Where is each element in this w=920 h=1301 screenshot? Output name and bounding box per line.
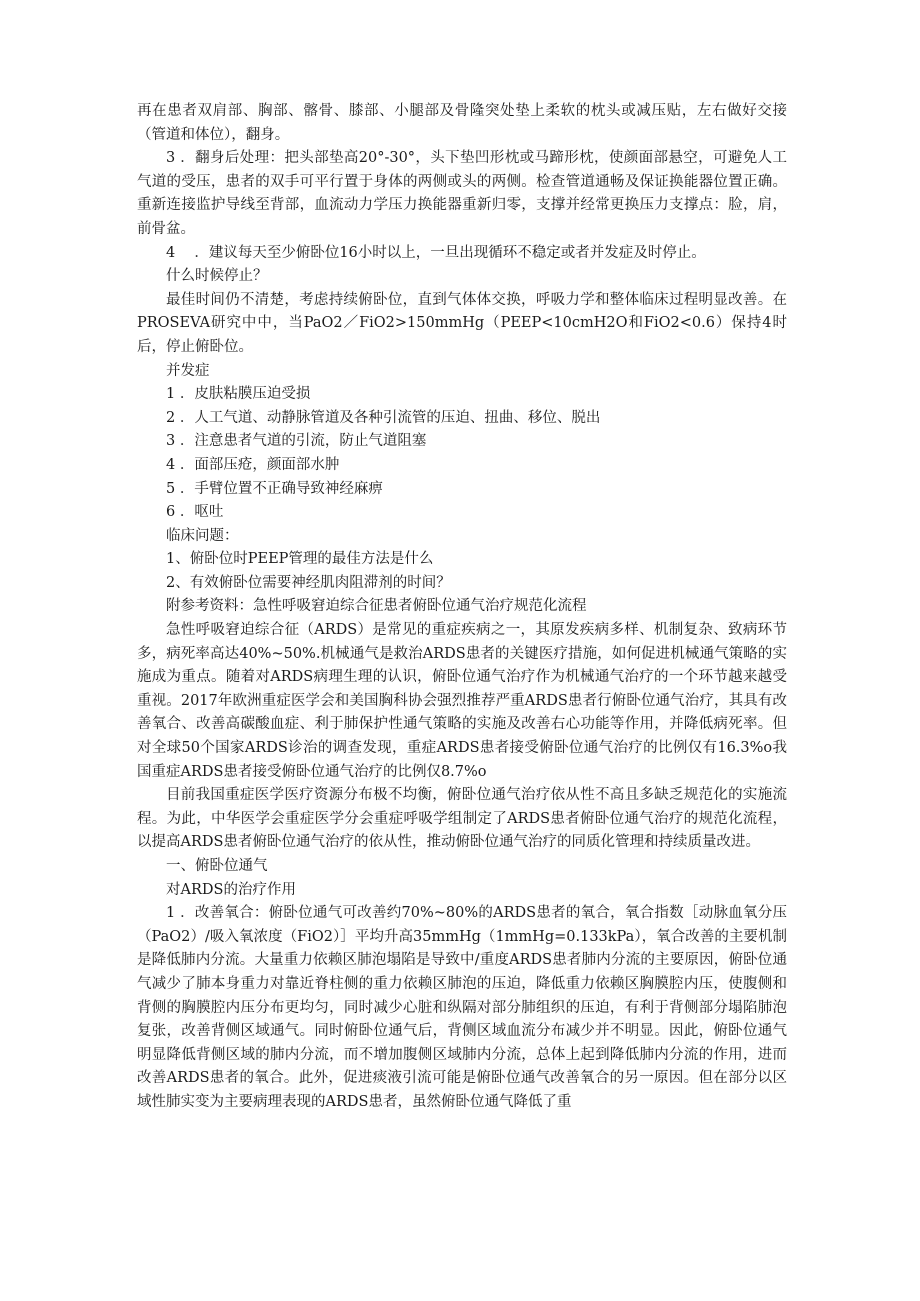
complication-item: 3 ．注意患者气道的引流，防止气道阻塞 bbox=[166, 433, 427, 450]
heading-reference: 附参考资料：急性呼吸窘迫综合征患者俯卧位通气治疗规范化流程 bbox=[166, 598, 587, 615]
heading-complications: 并发症 bbox=[166, 362, 210, 379]
heading-section-one: 一、俯卧位通气 bbox=[166, 858, 268, 874]
complication-item: 1 ．皮肤粘膜压迫受损 bbox=[166, 386, 311, 403]
paragraph-stop-criteria: 最佳时间仍不清楚，考虑持续俯卧位，直到气体体交换，呼吸力学和整体临床过程明显改善。在PROSEVA研究中中，当PaO2／FiO2>150mmHg（PEEP<10cmH2O和FiO2<0.6）保持4时后，停止俯卧位。 bbox=[137, 291, 787, 355]
paragraph-oxygenation: 1 ．改善氧合：俯卧位通气可改善约70%~80%的ARDS患者的氧合，氧合指数［动脉血氧分压（PaO2）/吸入氧浓度（FiO2）］平均升高35mmHg（1mmHg=0.133kPa），氧合改善的主要机制是降低肺内分流。大量重力依赖区肺泡塌陷是导致中/重度ARDS患者肺内分流的主要原因，俯卧位通气减少了肺本身重力对靠近脊柱侧的重力依赖区肺泡的压迫，降低重力依赖区胸膜腔内压，使腹侧和背侧的胸膜腔内压分布更均匀，同时减少心脏和纵隔对部分肺组织的压迫，有利于背侧部分塌陷肺泡复张，改善背侧区域通气。同时俯卧位通气后，背侧区域血流分布减少并不明显。因此，俯卧位通气明显降低背侧区域的肺内分流，而不增加腹侧区域肺内分流，总体上起到降低肺内分流的作用，进而改善ARDS患者的氧合。此外，促进痰液引流可能是俯卧位通气改善氧合的另一原因。但在部分以区域性肺实变为主要病理表现的ARDS患者，虽然俯卧位通气降低了重 bbox=[137, 905, 787, 1110]
clinical-question-item: 2、有效俯卧位需要神经肌肉阻滞剂的时间？ bbox=[166, 574, 451, 591]
heading-therapeutic-effect: 对ARDS的治疗作用 bbox=[166, 881, 296, 898]
complication-item: 2 ．人工气道、动静脉管道及各种引流管的压迫、扭曲、移位、脱出 bbox=[166, 409, 601, 426]
document-body bbox=[137, 100, 787, 1115]
complication-item: 4 ．面部压疮，颜面部水肿 bbox=[166, 456, 340, 473]
paragraph-turning-continued: 再在患者双肩部、胸部、髂骨、膝部、小腿部及骨隆突处垫上柔软的枕头或减压贴，左右做好交接（管道和体位），翻身。 bbox=[137, 103, 787, 143]
complication-item: 5 ．手臂位置不正确导致神经麻痹 bbox=[166, 480, 383, 497]
paragraph-after-turning: 3 ．翻身后处理：把头部垫高20°-30°，头下垫凹形枕或马蹄形枕，使颜面部悬空，可避免人工气道的受压，患者的双手可平行置于身体的两侧或头的两侧。检查管道通畅及保证换能器位置正确。重新连接监护导线至背部，血流动力学压力换能器重新归零，支撑并经常更换压力支撑点：脸，肩，前骨盆。 bbox=[137, 150, 787, 237]
paragraph-duration-advice: 4 ．建议每天至少俯卧位16小时以上，一旦出现循环不稳定或者并发症及时停止。 bbox=[166, 244, 706, 261]
paragraph-ards-intro: 急性呼吸窘迫综合征（ARDS）是常见的重症疾病之一，其原发疾病多样、机制复杂、致病环节多，病死率高达40%~50%.机械通气是救治ARDS患者的关键医疗措施，如何促进机械通气策略的实施成为重点。随着对ARDS病理生理的认识，俯卧位通气治疗作为机械通气治疗的一个环节越来越受重视。2017年欧洲重症医学会和美国胸科协会强烈推荐严重ARDS患者行俯卧位通气治疗，其具有改善氧合、改善高碳酸血症、利于肺保护性通气策略的实施及改善右心功能等作用，并降低病死率。但对全球50个国家ARDS诊治的调查发现，重症ARDS患者接受俯卧位通气治疗的比例仅有16.3%o我国重症ARDS患者接受俯卧位通气治疗的比例仅8.7%o bbox=[137, 622, 787, 780]
clinical-question-item: 1、俯卧位时PEEP管理的最佳方法是什么 bbox=[166, 551, 434, 568]
heading-clinical-questions: 临床问题： bbox=[166, 527, 239, 544]
paragraph-china-status: 目前我国重症医学医疗资源分布极不均衡，俯卧位通气治疗依从性不高且多缺乏规范化的实施流程。为此，中华医学会重症医学分会重症呼吸学组制定了ARDS患者俯卧位通气治疗的规范化流程，以提高ARDS患者俯卧位通气治疗的依从性，推动俯卧位通气治疗的同质化管理和持续质量改进。 bbox=[137, 787, 787, 851]
complication-item: 6 ．呕吐 bbox=[166, 504, 224, 521]
heading-when-to-stop: 什么时候停止？ bbox=[166, 268, 268, 285]
